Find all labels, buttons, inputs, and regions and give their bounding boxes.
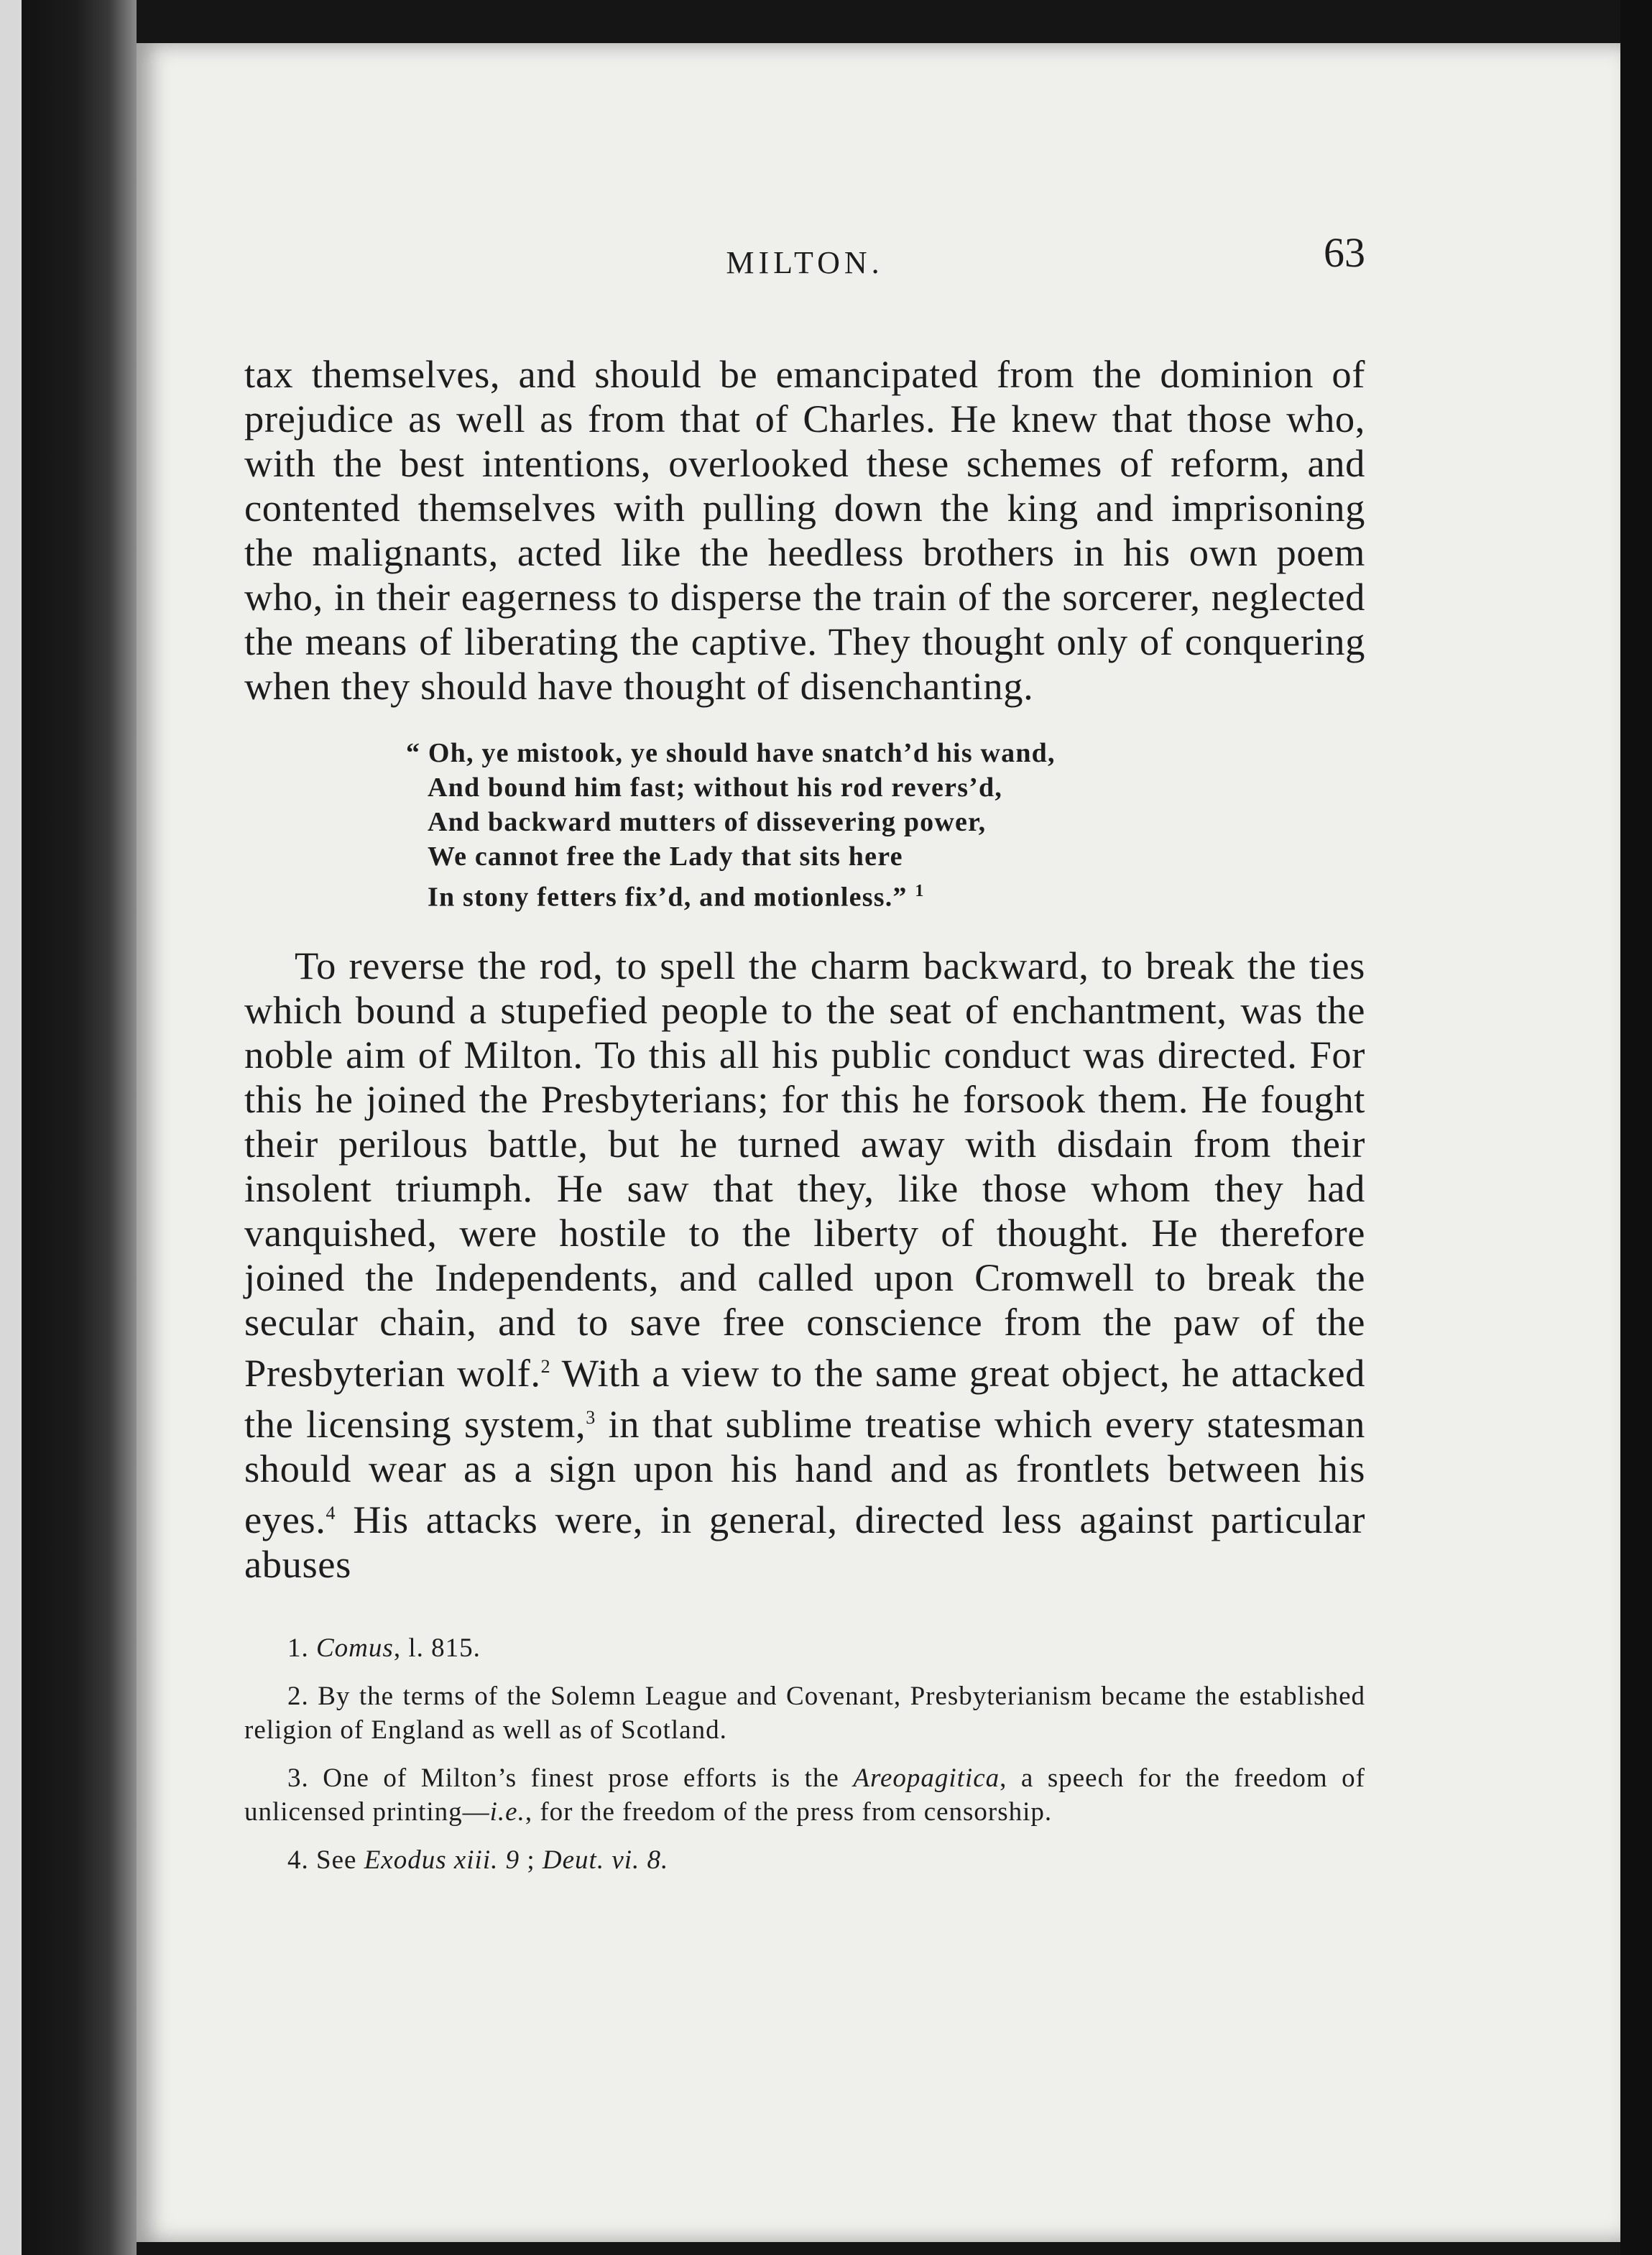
footnote-4-separator: ; [520, 1845, 543, 1876]
paragraph-2 [244, 944, 1365, 1587]
footnote-3-part-b: , a speech for the freedom of unlicensed printing— [244, 1763, 1365, 1827]
footnote-4-part-a: 4. See [287, 1845, 364, 1876]
footnotes [244, 1631, 1365, 1877]
footnote-1-number: 1. [287, 1633, 309, 1664]
quote-line-5-text: In stony fetters fix’d, and motionless.” [428, 882, 908, 913]
footnote-ref-2: 2 [540, 1355, 551, 1377]
verse-quotation [406, 736, 1365, 915]
paragraph-2-part-a: To reverse the rod, to spell the charm backward, to break the ties which bound a stupefied people to the seat of enchantment, was the noble aim of Milton. To this all his public conduct was directed. For this he joined the Presbyterians; for this he forsook them. He fought their perilous battle, but he turned away with disdain from their insolent triumph. He saw that they, like those whom they had vanquished, were hostile to the liberty of thought. He therefore joined the Independents, and called upon Cromwell to break the secular chain, and to save free conscience from the paw of the Presbyterian wolf. [244, 943, 1365, 1395]
footnote-3-part-a: 3. One of Milton’s finest prose efforts is the [287, 1763, 854, 1794]
footnote-1-rest: , l. 815. [393, 1633, 481, 1664]
facing-page-edge [0, 0, 22, 2255]
running-head [244, 180, 1365, 280]
quote-line-3: And backward mutters of dissevering power, [428, 807, 987, 837]
footnote-ref-4: 4 [326, 1502, 336, 1523]
footnote-1 [244, 1631, 1365, 1665]
book-page [137, 43, 1620, 2242]
footnote-4-ref-2: Deut. vi. 8. [542, 1845, 669, 1876]
quote-line-4: We cannot free the Lady that sits here [428, 841, 903, 872]
footnote-3-title: Areopagitica [853, 1763, 1000, 1794]
footnote-ref-3: 3 [586, 1406, 596, 1428]
quote-line-2: And bound him fast; without his rod revers’d, [428, 773, 1003, 803]
footnote-4 [244, 1843, 1365, 1877]
page-number: 63 [1324, 229, 1365, 276]
running-title: MILTON. [726, 245, 884, 280]
footnote-2: 2. By the terms of the Solemn League and Covenant, Presbyterianism became the established religion of England as well as of Scotland. [244, 1682, 1365, 1746]
footnote-3 [244, 1761, 1365, 1829]
paragraph-2-part-c: in that sublime treatise which every statesman should wear as a sign upon his hand and as frontlets between his eyes. [244, 1401, 1365, 1542]
body-text [244, 352, 1365, 1587]
paragraph-2-part-b: With a view to the same great object, he attacked the licensing system, [244, 1350, 1365, 1446]
quote-line-5 [406, 874, 1365, 915]
quote-line-1: “ Oh, ye mistook, ye should have snatch’d his wand, [406, 738, 1056, 768]
footnote-1-title: Comus [316, 1633, 394, 1664]
page-content [244, 180, 1365, 1891]
paragraph-1: tax themselves, and should be emancipated from the dominion of prejudice as well as from that of Charles. He knew that those who, with the best intentions, overlooked these schemes of reform, and contented themselves with pulling down the king and imprisoning the malignants, acted like the heedless brothers in his own poem who, in their eagerness to disperse the train of the sorcerer, neglected the means of liberating the captive. They thought only of conquering when they should have thought of disenchanting. [244, 352, 1365, 708]
scan-background-edge [1620, 0, 1652, 2255]
quote-footnote-ref: 1 [915, 882, 925, 900]
footnote-4-ref-1: Exodus xiii. 9 [364, 1845, 520, 1876]
paragraph-2-part-d: His attacks were, in general, directed less against particular abuses [244, 1498, 1365, 1587]
footnote-3-part-c: , for the freedom of the press from censorship. [525, 1797, 1053, 1827]
footnote-3-ie: i.e. [489, 1797, 525, 1827]
